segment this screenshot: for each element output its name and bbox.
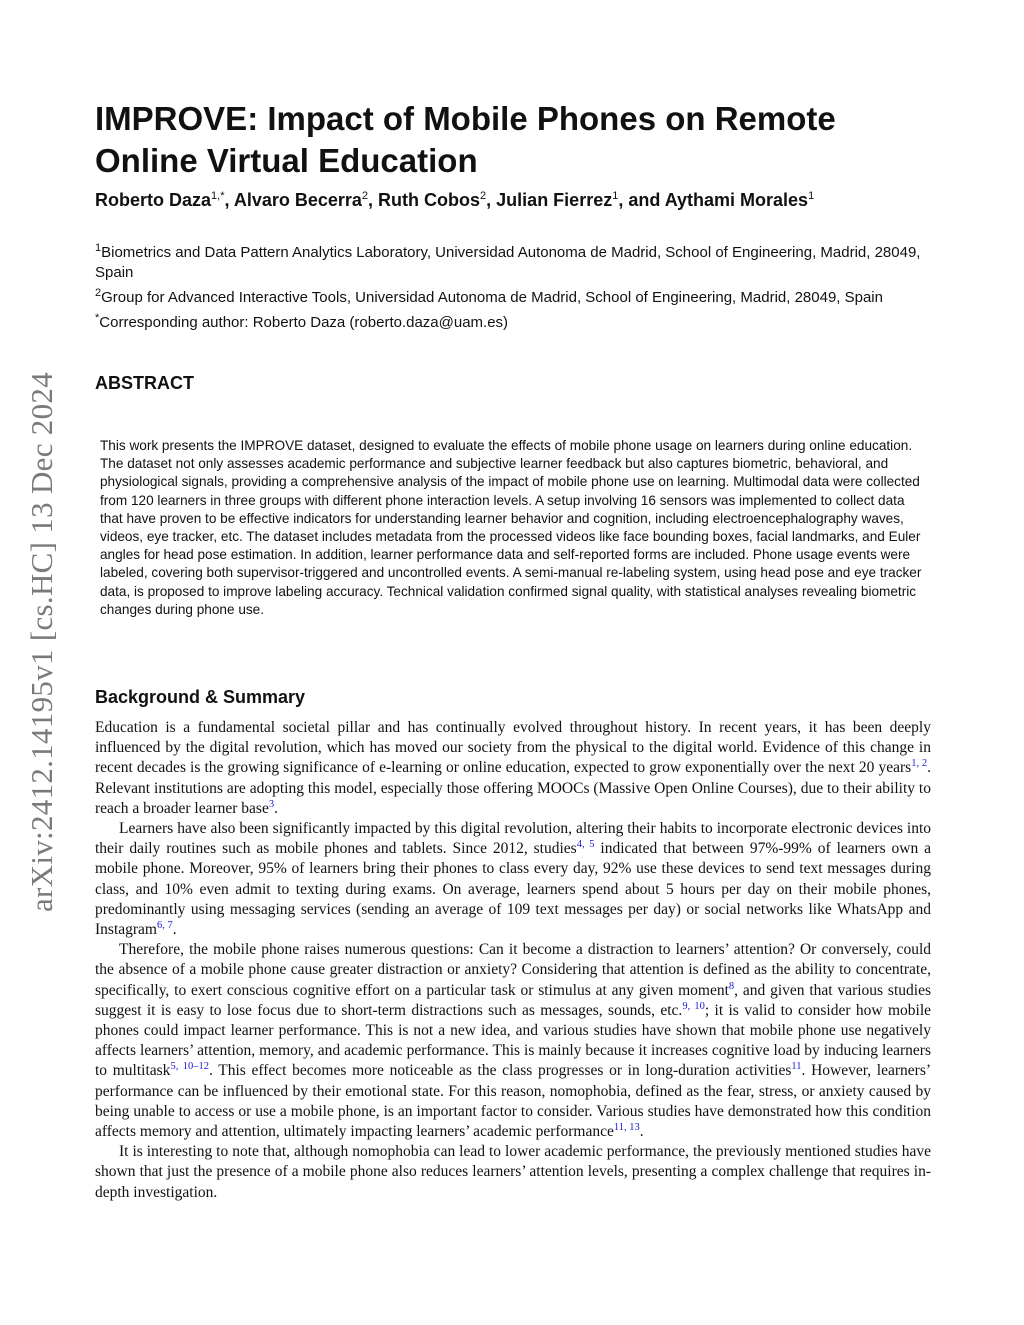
paragraph-text: It is interesting to note that, although nomophobia can lead to lower academic performance, the previously mentioned studies have shown that just the presence of a mobile phone also reduces learners’ attention levels, presenting a complex challenge that requires in-depth investigation.: [95, 1143, 931, 1201]
affiliation-text: Biometrics and Data Pattern Analytics Laboratory, Universidad Autonoma de Madrid, School of Engineering, Madrid, 28049, Spain: [95, 244, 921, 281]
body-text: [95, 718, 931, 1203]
paragraph-text: . Relevant institutions are adopting this model, especially those offering MOOCs (Massive Open Online Courses), due to their ability to reach a broader learner base: [95, 759, 932, 817]
citation-link[interactable]: 11, 13: [613, 1121, 640, 1133]
paragraph-text: . However, learners’ performance can be influenced by their emotional state. For this reason, nomophobia, defined as the fear, stress, or anxiety caused by being unable to access or use a mobile phone, is an important factor to consider. Various studies have demonstrated how this condition affects memory and attention, ultimately impacting learners’ academic performance: [95, 1062, 932, 1141]
citation-link[interactable]: 1, 2: [911, 758, 928, 770]
author-name: Alvaro Becerra: [233, 190, 362, 210]
paragraph-text: Therefore, the mobile phone raises numerous questions: Can it become a distraction to learners’ attention? Or conversely, could the absence of a mobile phone cause greater distraction or anxiety? Considering that attention is defined as the ability to concentrate, specifically, to exert conscious cognitive effort on a particular task or stimulus at any given moment: [95, 941, 931, 999]
author-affiliation-mark: 2: [361, 190, 369, 202]
paragraph: [95, 819, 931, 940]
paragraph-text: , and given that various studies suggest it is easy to lose focus due to short-term distractions such as messages, sounds, etc.: [95, 981, 931, 1019]
author-name: Roberto Daza: [95, 190, 212, 210]
author-affiliation-mark: 1: [612, 190, 619, 202]
citation-link[interactable]: 6, 7: [156, 919, 173, 931]
abstract-text: This work presents the IMPROVE dataset, designed to evaluate the effects of mobile phone usage on learners during online education. The dataset not only assesses academic performance and subjective learner feedback but also captures biometric, behavioral, and physiological signals, providing a comprehensive analysis of the impact of mobile phone use on learning. Multimodal data were collected from 120 learners in three groups with different phone interaction levels. A setup involving 16 sensors was implemented to collect data that have proven to be effective indicators for understanding learner behavior and cognition, including electroencephalography waves, videos, eye tracker, etc. The dataset includes metadata from the processed videos like face bounding boxes, facial landmarks, and Euler angles for head pose estimation. In addition, learner performance data and self-reported forms are included. Phone usage events were labeled, covering both supervisor-triggered and uncontrolled events. A semi-manual re-labeling system, using head pose and eye tracker data, is proposed to improve labeling accuracy. Technical validation confirmed signal quality, with statistical analyses revealing biometric changes during phone use.: [100, 438, 922, 617]
paragraph: [95, 718, 931, 819]
citation-link[interactable]: 9, 10: [682, 1000, 705, 1012]
affiliation: [95, 238, 931, 283]
author-affiliation-mark: 1: [808, 190, 815, 202]
author-name: Julian Fierrez: [496, 190, 613, 210]
paragraph-text: .: [172, 921, 177, 939]
author-separator: ,: [368, 190, 379, 210]
author-list: [95, 190, 814, 211]
author-separator: ,: [224, 190, 234, 210]
author-affiliation-mark: 1,*: [211, 190, 225, 202]
paragraph-text: .: [639, 1123, 644, 1141]
arxiv-stamp: arXiv:2412.14195v1 [cs.HC] 13 Dec 2024: [24, 371, 59, 913]
author-separator: ,: [486, 190, 497, 210]
author-affiliation-mark: 2: [480, 190, 487, 202]
affiliation: [95, 283, 931, 308]
paper-title: IMPROVE: Impact of Mobile Phones on Remote Online Virtual Education: [95, 100, 836, 179]
affiliation-mark: *: [95, 312, 100, 324]
paragraph-text: .: [274, 799, 278, 817]
paragraph-text: indicated that between 97%-99% of learners own a mobile phone. Moreover, 95% of learners bring their phones to class every day, 92% use these devices to send text messages during class, and 10% even admit to texting during exams. On average, learners spend about 5 hours per day on their mobile phones, predominantly using messaging services (sending an average of 109 text messages per day) or social networks like WhatsApp and Instagram: [95, 840, 932, 939]
author-name: Aythami Morales: [664, 190, 809, 210]
citation-link[interactable]: 11: [791, 1061, 802, 1073]
paragraph: [95, 940, 931, 1142]
paragraph-text: ; it is valid to consider how mobile phones could impact learner performance. This is not a new idea, and various studies have shown that mobile phone use negatively affects learners’ attention, memory, and academic performance. This is mainly because it increases cognitive load by inducing learners to multitask: [95, 1001, 932, 1080]
paragraph-text: Learners have also been significantly impacted by this digital revolution, altering their habits to incorporate electronic devices into their daily routines such as mobile phones and tablets. Since 2012, studies: [95, 820, 931, 858]
author-name: Ruth Cobos: [378, 190, 481, 210]
paragraph: [95, 1142, 931, 1203]
affiliation-text: Group for Advanced Interactive Tools, Universidad Autonoma de Madrid, School of Engineering, Madrid, 28049, Spain: [101, 289, 883, 306]
author-separator: , and: [618, 190, 665, 210]
citation-link[interactable]: 5, 10–12: [170, 1061, 209, 1073]
affiliation-mark: 1: [95, 242, 102, 254]
abstract-heading: ABSTRACT: [95, 373, 194, 393]
citation-link[interactable]: 4, 5: [576, 839, 595, 851]
paragraph-text: Education is a fundamental societal pillar and has continually evolved throughout history. In recent years, it has been deeply influenced by the digital revolution, which has moved our society from the physical to the digital world. Evidence of this change in recent decades is the growing significance of e-learning or online education, expected to grow exponentially over the next 20 years: [95, 719, 931, 777]
citation-link[interactable]: 8: [728, 980, 735, 992]
section-heading: Background & Summary: [95, 687, 306, 707]
affiliation-mark: 2: [95, 287, 102, 299]
affiliation: [95, 308, 931, 333]
paragraph-text: . This effect becomes more noticeable as the class progresses or in long-duration activities: [209, 1062, 792, 1080]
citation-link[interactable]: 3: [268, 798, 275, 810]
affiliation-text: Corresponding author: Roberto Daza (roberto.daza@uam.es): [99, 314, 509, 331]
affiliations: [95, 238, 931, 333]
